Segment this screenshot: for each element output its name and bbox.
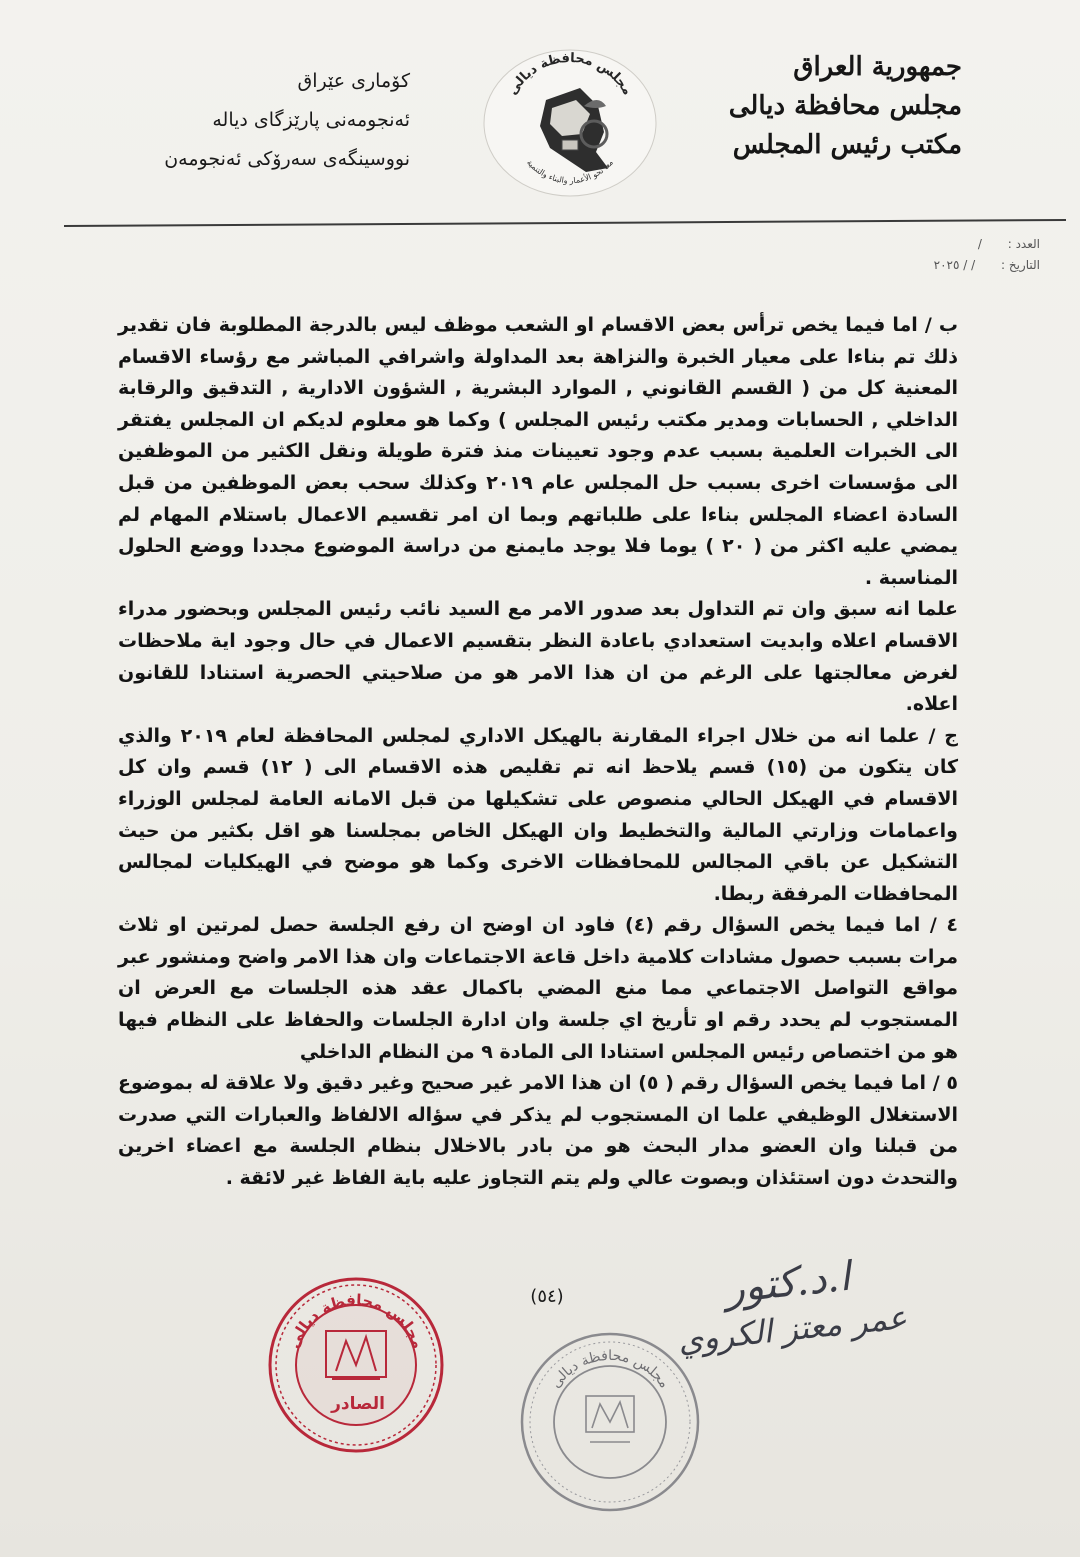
- kurdish-header-line-2: ئەنجومەنی پارێزگای دیالە: [212, 109, 410, 131]
- header-divider: [64, 219, 1066, 227]
- page-number: (٥٤): [530, 1286, 564, 1307]
- paragraph-question-4: ٤ / اما فيما يخص السؤال رقم (٤) فاود ان اوضح ان رفع الجلسة حصل لمرتين او ثلاث مرات بسبب حصول مشادات كلامية داخل قاعة الاجتماعات وان هذا الامر واضح ومنشور عبر مواقع التواصل الاجتماعي مما منع المضي باكمال عقد هذه الجلسات مع العرض ان المستجوب لم يحدد رقم او تأريخ اي جلسة وان ادارة الجلسات والحفاظ على النظام فيها هو من اختصاص رئيس المجلس استنادا الى المادة ٩ من النظام الداخلي: [118, 914, 958, 1063]
- arabic-header-line-2: مجلس محافظة ديالى: [728, 91, 962, 121]
- kurdish-header: [150, 62, 410, 179]
- red-official-stamp: [266, 1275, 446, 1455]
- number-value: /: [977, 237, 982, 251]
- date-label: التاريخ :: [1000, 258, 1040, 272]
- paragraph-question-5: ٥ / اما فيما يخص السؤال رقم ( ٥) ان هذا الامر غير صحيح وغير دقيق ولا علاقة له بموضوع الاستغلال الوظيفي علما ان المستجوب لم يذكر في سؤاله الالفاظ والعبارات التي صدرت من قبلنا وان العضو مدار البحث هو من بادر بالاخلال بنظام الجلسة مع اعضاء اخرين والتحدث دون استئذان وبصوت عالي ولم يتم التجاوز عليه باية الفاظ غير لائقة .: [118, 1072, 958, 1190]
- kurdish-header-line-3: نووسینگەی سەرۆکی ئەنجومەن: [164, 148, 410, 170]
- date-field: [934, 255, 1040, 276]
- number-label: العدد :: [1007, 237, 1040, 251]
- signature-title: ا.د.كتور: [722, 1253, 853, 1313]
- council-logo: [482, 48, 658, 198]
- handwritten-signature: [606, 1241, 974, 1370]
- red-stamp-bottom-text: الصادر: [331, 1394, 385, 1414]
- paragraph-c: ج / علما انه من خلال اجراء المقارنة بالهيكل الاداري لمجلس المحافظة لعام ٢٠١٩ والذي كان يتكون من (١٥) قسم يلاحظ انه تم تقليص هذه الاقسام الى ( ١٢) قسم وان كل الاقسام في الهيكل الحالي منصوص على تشكيلها من قبل الامانه العامة لمجلس الوزراء واعمامات وزارتي المالية والتخطيط وان الهيكل الخاص بمجلسنا هو اقل بكثير من حيث التشكيل عن باقي المجالس للمحافظات الاخرى وكما هو موضح في الهيكليات لمجالس المحافظات المرفقة ربطا.: [118, 724, 959, 905]
- arabic-header-line-1: جمهورية العراق: [793, 52, 962, 82]
- gray-stamp-top-text: مجلس محافظة ديالى: [547, 1347, 673, 1392]
- paragraph-b: ب / اما فيما يخص ترأس بعض الاقسام او الشعب موظف ليس بالدرجة المطلوبة فان تقدير ذلك تم بناءا على معيار الخبرة والنزاهة بعد المداولة واشرافي المباشر مع رؤساء الاقسام المعنية كل من ( القسم القانوني , الموارد البشرية , الشؤون الادارية , التدقيق والرقابة الداخلي , الحسابات ومدير مكتب رئيس المجلس ) وكما هو معلوم لديكم ان المجلس يفتقر الى الخبرات العلمية بسبب عدم وجود تعيينات منذ فترة طويلة ونقل الكثير من الموظفين الى مؤسسات اخرى بسبب حل المجلس عام ٢٠١٩ وكذلك سحب بعض الموظفين من قبل السادة اعضاء المجلس بناءا على طلباتهم وبما ان امر تقسيم الاعمال باستلام المهام لم يمضي عليه اكثر من ( ٢٠ ) يوما فلا يوجد مايمنع من دراسة الموضوع مجددا ووضع الحلول المناسبة .: [118, 314, 958, 589]
- logo-bottom-text: معاً نحو الأعمار والبناء والتنمية: [525, 157, 615, 186]
- reference-fields: [934, 234, 1040, 276]
- paragraph-b-note: علما انه سبق وان تم التداول بعد صدور الامر مع السيد نائب رئيس المجلس وبحضور مدراء الاقسام اعلاه وابديت استعدادي باعادة النظر بتقسيم الاعمال في حال وجود اية ملاحظات لغرض معالجتها على الرغم من ان هذا الامر هو من صلاحيتي الحصرية استنادا للقانون اعلاه.: [118, 598, 958, 716]
- arabic-header-line-3: مكتب رئيس المجلس: [732, 130, 962, 160]
- logo-top-text: مجلس محافظة ديالى: [505, 50, 635, 98]
- signature-name: عمر معتز الكروي: [676, 1297, 909, 1360]
- red-stamp-top-text: مجلس محافظة ديالى: [284, 1290, 428, 1351]
- number-field: [934, 234, 1040, 255]
- kurdish-header-line-1: كۆماری عێراق: [297, 70, 410, 92]
- letter-body: [118, 310, 958, 1195]
- date-value: / / ٢٠٢٥: [933, 258, 976, 272]
